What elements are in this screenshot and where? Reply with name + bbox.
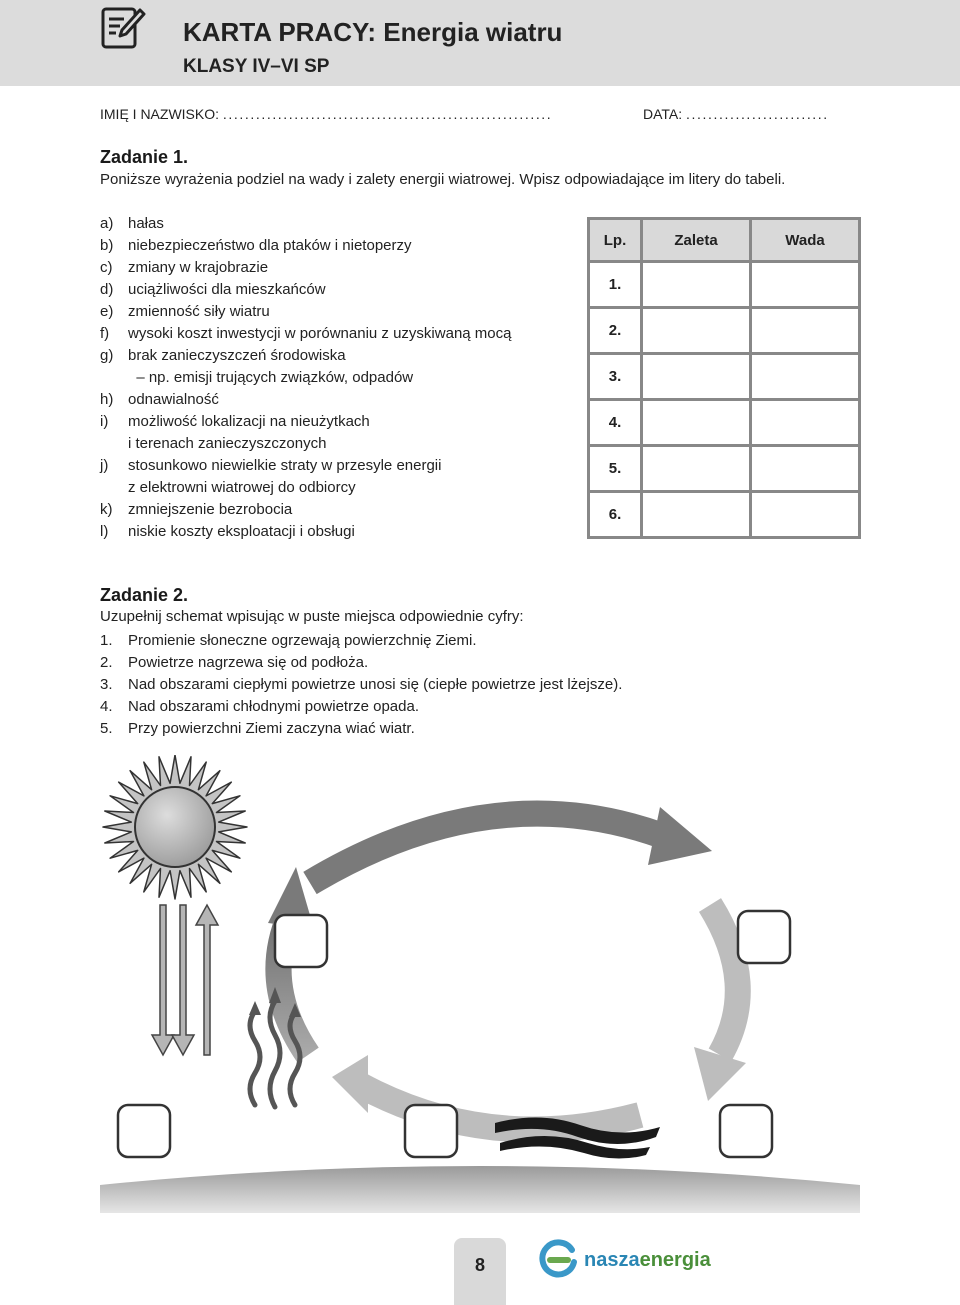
date-dots: .......................... bbox=[686, 106, 829, 122]
task2-step bbox=[100, 652, 622, 674]
header-zaleta: Zaleta bbox=[643, 220, 749, 260]
answer-cell-wada[interactable] bbox=[752, 263, 858, 306]
task1-item-text: wysoki koszt inwestycji w porównaniu z uzyskiwaną mocą bbox=[128, 325, 512, 342]
task1-item bbox=[100, 323, 511, 345]
task1-item bbox=[100, 235, 511, 257]
answer-table-row bbox=[590, 309, 858, 352]
task1-item-text: zmniejszenie bezrobocia bbox=[128, 501, 293, 518]
answer-table-row bbox=[590, 493, 858, 536]
name-label: IMIĘ I NAZWISKO: bbox=[100, 106, 220, 122]
task1-item-letter: l) bbox=[100, 523, 109, 540]
task1-item-letter: i) bbox=[100, 413, 109, 430]
task2-step-number: 1. bbox=[100, 632, 113, 649]
task1-item-letter: d) bbox=[100, 281, 114, 298]
earth-surface bbox=[100, 1166, 860, 1213]
task1-item-text: uciążliwości dla mieszkańców bbox=[128, 281, 326, 298]
task1-item-letter bbox=[100, 477, 128, 499]
task2-step-text: Powietrze nagrzewa się od podłoża. bbox=[128, 654, 369, 671]
page-subtitle: KLASY IV–VI SP bbox=[183, 56, 330, 77]
task1-item bbox=[100, 455, 511, 477]
task2-title: Zadanie 2. bbox=[100, 585, 189, 605]
task1-item bbox=[100, 345, 511, 367]
task2-step-text: Nad obszarami ciepłymi powietrze unosi się (ciepłe powietrze jest lżejsze). bbox=[128, 676, 623, 693]
sun-icon bbox=[103, 755, 247, 899]
diagram-answer-box-3[interactable] bbox=[118, 1105, 170, 1157]
answer-row-number: 3. bbox=[590, 355, 640, 398]
header-bar bbox=[0, 0, 960, 86]
task2-step-number: 4. bbox=[100, 698, 113, 715]
task1-item bbox=[100, 499, 511, 521]
task2-step-text: Promienie słoneczne ogrzewają powierzchnię Ziemi. bbox=[128, 632, 477, 649]
task1-item-text: stosunkowo niewielkie straty w przesyle energii bbox=[128, 457, 442, 474]
task1-item-text: zmienność siły wiatru bbox=[128, 303, 270, 320]
page-title: KARTA PRACY: Energia wiatru bbox=[183, 17, 563, 47]
diagram-answer-box-1[interactable] bbox=[275, 915, 327, 967]
header-lp: Lp. bbox=[590, 220, 640, 260]
nasza-energia-logo-icon bbox=[538, 1238, 578, 1278]
task1-item bbox=[100, 411, 511, 433]
task1-item-text: hałas bbox=[128, 215, 164, 232]
task1-item bbox=[100, 279, 511, 301]
task1-title: Zadanie 1. bbox=[100, 147, 189, 167]
task1-item-text: brak zanieczyszczeń środowiska bbox=[128, 347, 346, 364]
answer-table-row bbox=[590, 263, 858, 306]
answer-row-number: 6. bbox=[590, 493, 640, 536]
name-dots: ............................................................ bbox=[222, 106, 553, 122]
answer-table-row bbox=[590, 447, 858, 490]
task1-item-text: odnawialność bbox=[128, 391, 219, 408]
task1-instruction: Poniższe wyrażenia podziel na wady i zalety energii wiatrowej. Wpisz odpowiadające im litery do tabeli. bbox=[100, 171, 786, 188]
answer-cell-wada[interactable] bbox=[752, 309, 858, 352]
diagram-answer-box-4[interactable] bbox=[405, 1105, 457, 1157]
answer-row-number: 2. bbox=[590, 309, 640, 352]
task2-step-number: 3. bbox=[100, 676, 113, 693]
header-wada: Wada bbox=[752, 220, 858, 260]
sunlight-arrows bbox=[152, 905, 218, 1055]
answer-cell-zaleta[interactable] bbox=[643, 493, 749, 536]
answer-cell-wada[interactable] bbox=[752, 401, 858, 444]
task2-step bbox=[100, 696, 622, 718]
task1-item bbox=[100, 521, 511, 543]
task1-item bbox=[100, 389, 511, 411]
answer-cell-wada[interactable] bbox=[752, 355, 858, 398]
task1-item-letter: j) bbox=[100, 457, 109, 474]
answer-row-number: 5. bbox=[590, 447, 640, 490]
task1-item-letter bbox=[100, 367, 128, 389]
date-field[interactable] bbox=[643, 106, 829, 122]
diagram-answer-box-2[interactable] bbox=[738, 911, 790, 963]
task1-item-text: i terenach zanieczyszczonych bbox=[128, 435, 327, 452]
task1-item bbox=[100, 301, 511, 323]
answer-table-header bbox=[590, 220, 858, 260]
task1-item-list bbox=[100, 213, 511, 543]
answer-table bbox=[587, 217, 861, 539]
task1-item-text: – np. emisji trujących związków, odpadów bbox=[128, 369, 414, 386]
logo-text-energia: energia bbox=[639, 1249, 711, 1271]
task2-step-text: Nad obszarami chłodnymi powietrze opada. bbox=[128, 698, 419, 715]
task2-step bbox=[100, 674, 622, 696]
date-label: DATA: bbox=[643, 106, 683, 122]
task2-step-number: 2. bbox=[100, 654, 113, 671]
task2-instruction: Uzupełnij schemat wpisując w puste miejsca odpowiednie cyfry: bbox=[100, 608, 524, 625]
task2-step-number: 5. bbox=[100, 720, 113, 737]
diagram-answer-box-5[interactable] bbox=[720, 1105, 772, 1157]
answer-table-row bbox=[590, 401, 858, 444]
task1-item bbox=[100, 433, 511, 455]
task1-item bbox=[100, 477, 511, 499]
task1-item-letter: a) bbox=[100, 215, 114, 232]
air-circulation-arrows bbox=[268, 807, 746, 1130]
logo-text-nasza: nasza bbox=[584, 1249, 640, 1271]
task2-step bbox=[100, 718, 622, 740]
answer-cell-zaleta[interactable] bbox=[643, 309, 749, 352]
task1-item-letter: b) bbox=[100, 237, 114, 254]
task1-item-text: zmiany w krajobrazie bbox=[128, 259, 269, 276]
wind-diagram bbox=[100, 755, 860, 1215]
task2-step-text: Przy powierzchni Ziemi zaczyna wiać wiatr. bbox=[128, 720, 415, 737]
answer-cell-zaleta[interactable] bbox=[643, 447, 749, 490]
task2-step bbox=[100, 630, 622, 652]
answer-row-number: 4. bbox=[590, 401, 640, 444]
answer-cell-zaleta[interactable] bbox=[643, 263, 749, 306]
task1-item bbox=[100, 367, 511, 389]
task1-item-text: niskie koszty eksploatacji i obsługi bbox=[128, 523, 355, 540]
task1-item-letter bbox=[100, 433, 128, 455]
task1-item-letter: g) bbox=[100, 347, 114, 364]
task1-item-text: możliwość lokalizacji na nieużytkach bbox=[128, 413, 370, 430]
answer-cell-wada[interactable] bbox=[752, 493, 858, 536]
task1-item-text: niebezpieczeństwo dla ptaków i nietoperzy bbox=[128, 237, 412, 254]
task1-item-letter: f) bbox=[100, 325, 110, 342]
task1-item-letter: k) bbox=[100, 501, 113, 518]
name-field[interactable] bbox=[100, 106, 552, 122]
task1-item bbox=[100, 213, 511, 235]
task1-item-text: z elektrowni wiatrowej do odbiorcy bbox=[128, 479, 356, 496]
page-number: 8 bbox=[474, 1255, 485, 1275]
task2-step-list bbox=[100, 630, 622, 740]
task1-item-letter: e) bbox=[100, 303, 114, 320]
task1-item-letter: c) bbox=[100, 259, 113, 276]
answer-table-row bbox=[590, 355, 858, 398]
task1-item-letter: h) bbox=[100, 391, 114, 408]
answer-cell-wada[interactable] bbox=[752, 447, 858, 490]
task1-item bbox=[100, 257, 511, 279]
answer-cell-zaleta[interactable] bbox=[643, 355, 749, 398]
answer-cell-zaleta[interactable] bbox=[643, 401, 749, 444]
nasza-energia-logo-text bbox=[584, 1249, 711, 1272]
worksheet-pencil-icon bbox=[100, 4, 146, 50]
answer-row-number: 1. bbox=[590, 263, 640, 306]
